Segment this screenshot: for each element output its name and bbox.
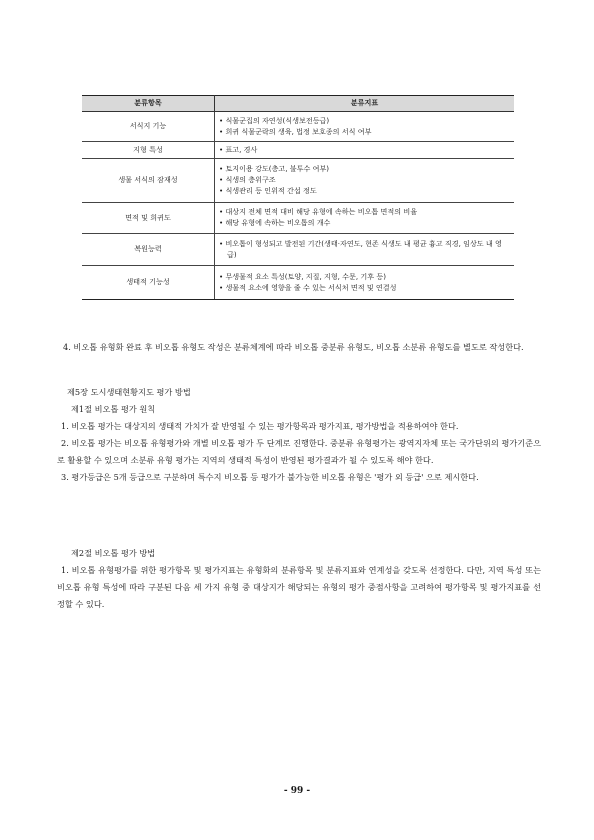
indicator-item: • 토지이용 강도(층고, 불투수 여부) bbox=[219, 164, 330, 174]
indicator-item: • 대상지 전체 면적 대비 해당 유형에 속하는 비오톱 면적의 비율 bbox=[219, 207, 418, 217]
indicator-item: • 생물적 요소에 영향을 줄 수 있는 서식처 면적 및 연결성 bbox=[219, 282, 397, 292]
row-indicators bbox=[215, 112, 515, 142]
section-2-block bbox=[57, 545, 541, 613]
indicator-item: • 무생물적 요소 특성(토양, 지질, 지형, 수문, 기후 등) bbox=[219, 271, 386, 281]
table-row bbox=[82, 142, 514, 159]
row-category: 면적 및 희귀도 bbox=[82, 203, 215, 234]
row-category: 복원능력 bbox=[82, 234, 215, 266]
indicator-item: • 식생의 층위구조 bbox=[219, 175, 276, 184]
table-row bbox=[82, 112, 514, 142]
paragraph: 3. 평가등급은 5개 등급으로 구분하며 특수지 비오톱 등 평가가 불가능한 비오톱 유형은 '평가 외 등급' 으로 제시한다. bbox=[61, 472, 479, 482]
paragraph-4: 4. 비오톱 유형화 완료 후 비오톱 유형도 작성은 분류체계에 따라 비오톱 중분류 유형도, 비오톱 소분류 유형도를 별도로 작성한다. bbox=[63, 342, 524, 352]
indicator-item: • 해당 유형에 속하는 비오톱의 개수 bbox=[219, 218, 331, 227]
row-category: 생태적 기능성 bbox=[82, 266, 215, 300]
table-header-row bbox=[82, 96, 514, 112]
chapter-block bbox=[57, 384, 541, 486]
indicator-item: • 식물군집의 자연성(식생보전등급) bbox=[219, 115, 330, 125]
table-row bbox=[82, 266, 514, 300]
table-row bbox=[82, 159, 514, 203]
indicator-item: • 비오톱이 형성되고 발전된 기간(생태·자연도, 현존 식생도 내 평균 흉고 직경, 임상도 내 영급) bbox=[219, 238, 502, 259]
header-category: 분류항목 bbox=[82, 96, 215, 112]
row-indicators bbox=[215, 203, 515, 234]
row-indicators bbox=[215, 234, 515, 266]
indicator-item: • 표고, 경사 bbox=[219, 144, 258, 154]
row-category: 지형 특성 bbox=[82, 142, 215, 159]
table-row bbox=[82, 234, 514, 266]
table-row bbox=[82, 203, 514, 234]
body-text bbox=[57, 339, 541, 356]
page-number: - 99 - bbox=[283, 786, 311, 796]
section-heading: 제2절 비오톱 평가 방법 bbox=[71, 548, 156, 558]
section-heading: 제1절 비오톱 평가 원칙 bbox=[71, 404, 156, 414]
chapter-heading: 제5장 도시생태현황지도 평가 방법 bbox=[67, 387, 191, 397]
row-indicators bbox=[215, 142, 515, 159]
paragraph: 2. 비오톱 평가는 비오톱 유형평가와 개별 비오톱 평가 두 단계로 진행한다. 중분류 유형평가는 광역지자체 또는 국가단위의 평가기준으로 활용할 수 있으며 소분류 유형 평가는 지역의 생태적 특성이 반영된 평가결과가 될 수 있도록 해야 한다. bbox=[57, 438, 541, 465]
paragraph: 1. 비오톱 유형평가를 위한 평가항목 및 평가지표는 유형화의 분류항목 및 분류지표와 연계성을 갖도록 선정한다. 다만, 지역 특성 또는 비오톱 유형 특성에 따라 구분된 다음 세 가지 유형 중 대상지가 해당되는 유형의 평가 중점사항을 고려하여 평가항목 및 평가지표를 선정할 수 있다. bbox=[57, 565, 541, 609]
row-category: 생물 서식의 잠재성 bbox=[82, 159, 215, 203]
indicator-item: • 식생관리 등 인위적 간섭 정도 bbox=[219, 185, 317, 195]
row-indicators bbox=[215, 266, 515, 300]
classification-table bbox=[82, 95, 514, 300]
row-indicators bbox=[215, 159, 515, 203]
header-indicator: 분류지표 bbox=[215, 96, 515, 112]
indicator-item: • 희귀 식물군락의 생육, 법정 보호종의 서식 여부 bbox=[219, 126, 372, 136]
paragraph: 1. 비오톱 평가는 대상지의 생태적 가치가 잘 반영될 수 있는 평가항목과 평가지표, 평가방법을 적용하여야 한다. bbox=[61, 421, 459, 431]
row-category: 서식지 기능 bbox=[82, 112, 215, 142]
